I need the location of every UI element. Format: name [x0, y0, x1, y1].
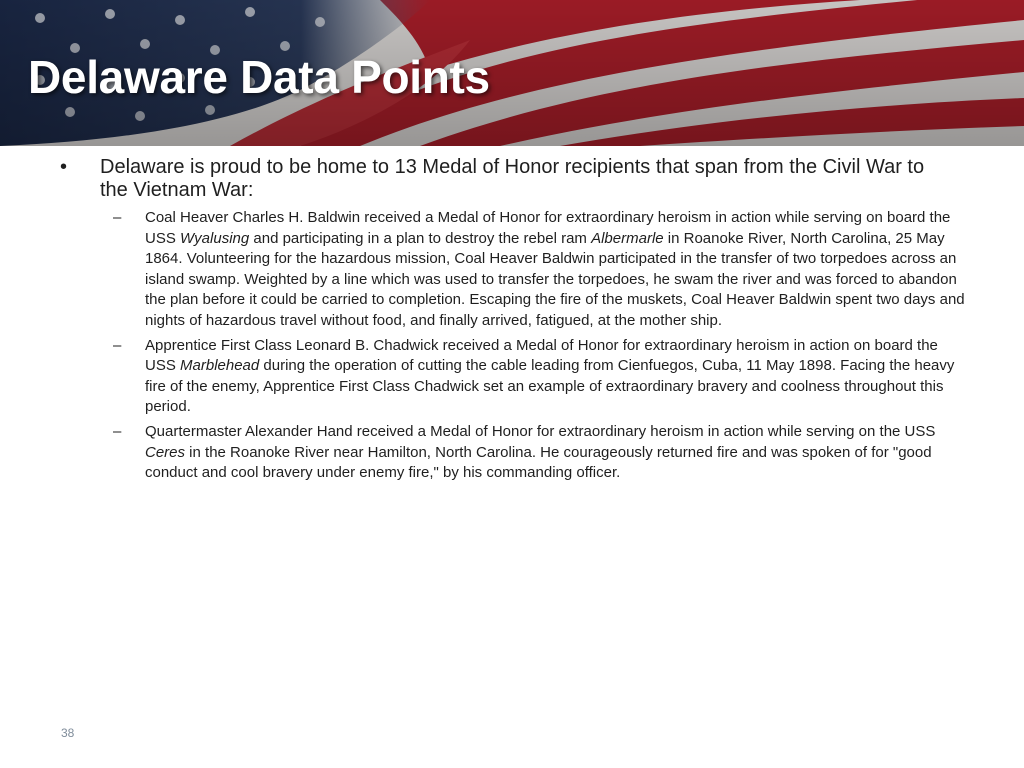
- dash-marker: –: [113, 336, 122, 354]
- ship-name: Wyalusing: [180, 229, 250, 247]
- ship-name: Albermarle: [591, 229, 664, 247]
- slide-body: [0, 156, 1024, 488]
- list-item: [113, 208, 965, 332]
- ship-name: Marblehead: [180, 357, 260, 375]
- main-bullet-text: Delaware is proud to be home to 13 Medal of Honor recipients that span from the Civil War to the Vietnam War:: [100, 156, 925, 201]
- sub-bullet-list: [0, 208, 1024, 484]
- ship-name: Ceres: [145, 443, 186, 461]
- item-text: Quartermaster Alexander Hand received a Medal of Honor for extraordinary heroism in action while serving on the USS: [145, 422, 936, 440]
- page-number: 38: [61, 726, 75, 740]
- list-item: [113, 336, 965, 418]
- flag-banner: [0, 0, 1024, 146]
- bullet-marker: •: [60, 156, 68, 178]
- dash-marker: –: [113, 209, 122, 226]
- item-text: and participating in a plan to destroy the rebel ram: [249, 229, 592, 247]
- item-text: in the Roanoke River near Hamilton, North Carolina. He courageously returned fire and was spoken of for "good conduct and cool bravery under enemy fire," by his commanding officer.: [145, 443, 932, 482]
- item-text: Coal Heaver Charles H. Baldwin received a Medal of Honor for extraordinary heroism in action while serving on board the USS: [145, 209, 951, 247]
- main-bullet: [60, 156, 930, 202]
- dash-marker: –: [113, 422, 122, 440]
- item-text: in Roanoke River, North Carolina, 25 May 1864. Volunteering for the hazardous mission, Coal Heaver Baldwin participated in the transfer of two torpedoes across an island swamp. Weighted by a line which was used to transfer the torpedoes, he swam the river and was forced to abandon the plan before it could be carried to completion. Escaping the fire of the muskets, Coal Heaver Baldwin spent two days and nights of hazardous travel without food, and finally arrived, fatigued, at the mother ship.: [145, 229, 965, 329]
- list-item: [113, 422, 965, 484]
- item-text: Apprentice First Class Leonard B. Chadwick received a Medal of Honor for extraordinary heroism in action on board the USS: [145, 336, 938, 375]
- item-text: during the operation of cutting the cable leading from Cienfuegos, Cuba, 11 May 1898. Facing the heavy fire of the enemy, Apprentice First Class Chadwick set an example of extraordinary bravery and coolness throughout this period.: [145, 357, 955, 416]
- slide-title: Delaware Data Points: [28, 51, 490, 103]
